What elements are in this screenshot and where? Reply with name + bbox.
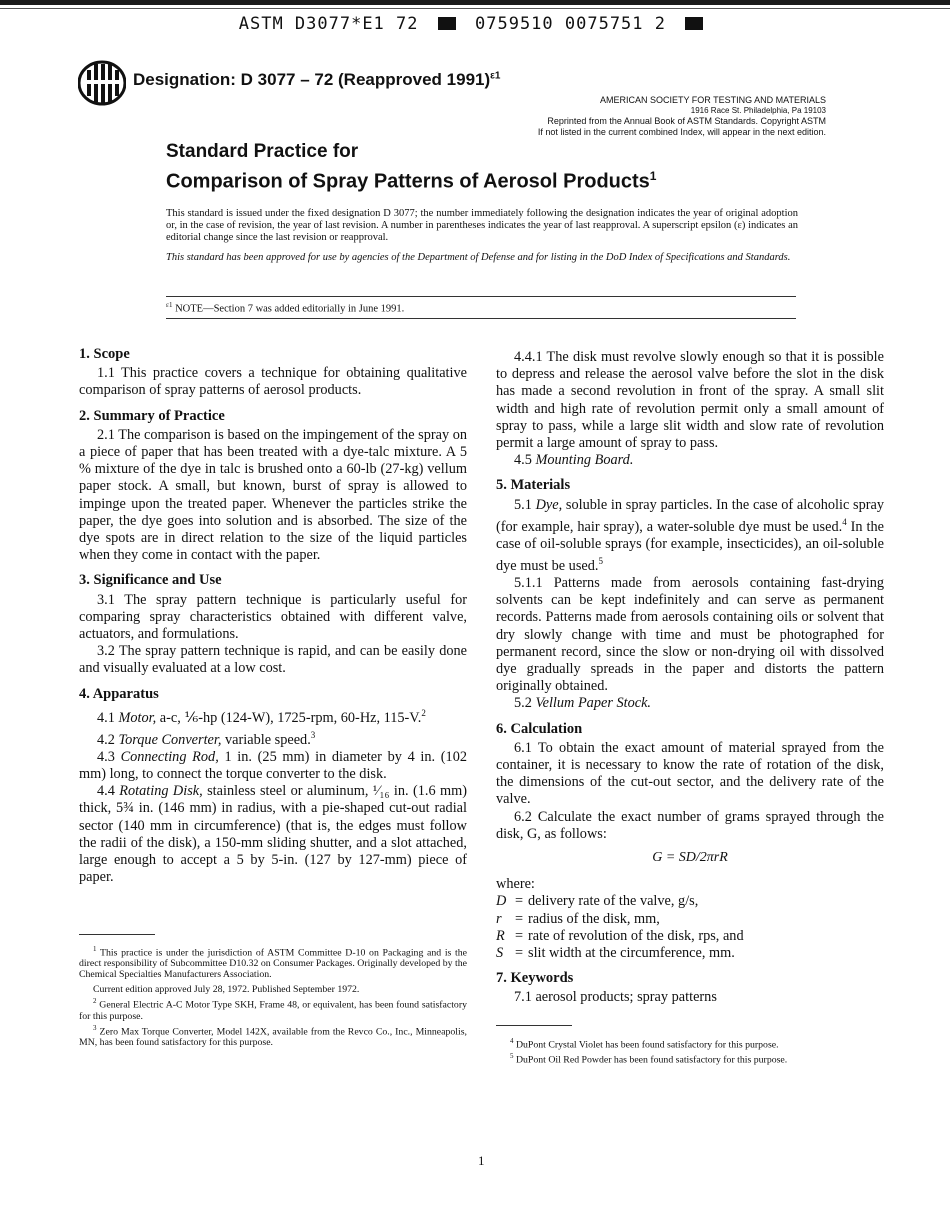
note-rule-bottom <box>166 318 796 319</box>
para-number: 5.2 <box>514 695 536 712</box>
section-3-1: 3.1 The spray pattern technique is particularly useful for comparing spray characteristics obtained with different valve, actuators, and formulations. <box>79 591 467 643</box>
definition-text: delivery rate of the valve, g/s, <box>528 893 699 910</box>
preamble-designation-note: This standard is issued under the fixed designation D 3077; the number immediately following the designation indicates the year of original adoption or, in the case of revision, the year of last revision. A number in parentheses indicates the year of last reapproval. A superscript epsilon (ε) indicates an editorial change since the last revision or reapproval. <box>166 208 798 243</box>
definition-row <box>496 911 884 928</box>
para-number: 4.3 <box>97 748 121 765</box>
para-number: 4.2 <box>97 731 119 748</box>
definition-equals: = <box>514 893 524 910</box>
barcode-right-text: 0759510 0075751 2 <box>475 14 666 34</box>
footnote-marker: 1 <box>93 945 97 953</box>
footnote-marker: 2 <box>93 997 97 1006</box>
definition-symbol: r <box>496 910 502 927</box>
publisher-block <box>538 95 826 137</box>
term: Connecting Rod, <box>120 748 219 765</box>
section-1-1: 1.1 This practice covers a technique for obtaining qualitative comparison of spray patterns of aerosol products. <box>79 365 467 399</box>
top-border-thick <box>0 0 950 5</box>
section-heading-apparatus: 4. Apparatus <box>79 685 159 702</box>
section-5-1-1: 5.1.1 Patterns made from aerosols containing fast-drying solvents can be kept indefinitely and can serve as permanent records. Patterns made from aerosols containing oils or solvent that dry slowly change with time and must be photographed for permanent record, since the slow or non-drying oil with dissolved dye gradually spreads in the paper and distorts the pattern originally obtained. <box>496 574 884 695</box>
left-column <box>79 346 467 886</box>
term: Dye, <box>535 496 563 513</box>
footnote-marker: 5 <box>510 1052 514 1061</box>
definition-symbol: S <box>496 945 504 962</box>
publisher-index-note: If not listed in the current combined Index, will appear in the next edition. <box>537 126 826 137</box>
designation-superscript: ε1 <box>490 70 501 82</box>
preamble-dod-note: This standard has been approved for use by agencies of the Department of Defense and for listing in the DoD Index of Specifications and Standards. <box>166 252 791 263</box>
barcode-left-text: ASTM D3077*E1 72 <box>238 14 419 34</box>
title-superscript: 1 <box>649 169 657 183</box>
right-column <box>496 349 884 1007</box>
definition-equals: = <box>514 945 524 962</box>
publisher-name: AMERICAN SOCIETY FOR TESTING AND MATERIALS <box>599 95 826 105</box>
definition-symbol: R <box>496 927 505 944</box>
section-4-4 <box>79 783 467 886</box>
note-text: NOTE—Section 7 was added editorially in June 1991. <box>172 303 405 315</box>
publisher-reprint: Reprinted from the Annual Book of ASTM Standards. Copyright ASTM <box>547 116 826 126</box>
where-label: where: <box>496 876 535 893</box>
barcode-header <box>0 14 950 34</box>
definition-symbol: D <box>496 893 507 910</box>
footnote-rule-left <box>79 934 155 935</box>
section-4-5 <box>496 452 884 469</box>
definition-text: slit width at the circumference, mm. <box>528 945 735 962</box>
section-4-2 <box>79 727 467 749</box>
footnote-2 <box>79 996 467 1021</box>
definition-equals: = <box>514 927 524 944</box>
footnote-ref: 2 <box>421 707 426 718</box>
section-6-2: 6.2 Calculate the exact number of grams sprayed through the disk, G, as follows: <box>496 808 884 842</box>
section-heading-keywords: 7. Keywords <box>496 970 574 987</box>
para-text: a-c, ⅙-hp (124-W), 1725-rpm, 60-Hz, 115-V. <box>156 709 422 726</box>
editorial-note <box>166 301 404 315</box>
definition-equals: = <box>514 910 524 927</box>
footnotes-right <box>496 1036 884 1067</box>
footnote-5 <box>496 1051 884 1065</box>
footnote-1 <box>79 944 467 980</box>
section-4-3 <box>79 749 467 783</box>
title-line-2: Comparison of Spray Patterns of Aerosol Products <box>166 170 650 193</box>
section-4-1 <box>79 705 467 727</box>
document-title <box>166 140 656 194</box>
footnote-ref: 4 <box>842 516 847 527</box>
section-2-1: 2.1 The comparison is based on the impingement of the spray on a piece of paper that has been treated with a dye-talc mixture. A 5 % mixture of the dye in talc is brushed onto a 60-lb (27-kg) vellum paper stock. A small, but known, burst of spray is allowed to impinge upon the treated paper. Whenever the particles strike the paper, the dye goes into solution and is absorbed. The size of the dye spots are in direct relation to the size of the liquid particles when they come in contact with the paper. <box>79 426 467 564</box>
footnote-ref: 5 <box>598 556 603 566</box>
barcode-block <box>685 17 703 30</box>
footnote-3 <box>79 1023 467 1048</box>
para-text: soluble in spray particles. In the case of alcoholic spray (for example, hair spray), a water-soluble dye must be used. <box>496 496 884 535</box>
para-number: 4.4 <box>97 783 120 800</box>
footnote-text: DuPont Crystal Violet has been found satisfactory for this purpose. <box>515 1039 779 1051</box>
definition-row <box>496 893 884 910</box>
footnotes-left <box>79 944 467 1049</box>
definition-row <box>496 945 884 962</box>
section-heading-calculation: 6. Calculation <box>496 720 583 737</box>
note-prefix: ε1 <box>166 301 173 309</box>
term: Mounting Board. <box>535 452 634 469</box>
astm-logo-icon <box>78 60 126 106</box>
footnote-text: DuPont Oil Red Powder has been found satisfactory for this purpose. <box>515 1054 788 1066</box>
definition-text: radius of the disk, mm, <box>528 910 660 927</box>
title-line-1: Standard Practice for <box>166 141 359 162</box>
top-border-thin <box>0 8 950 9</box>
barcode-block <box>438 17 456 30</box>
term: Rotating Disk, <box>119 783 203 800</box>
section-6-1: 6.1 To obtain the exact amount of material sprayed from the container, it is necessary to know the rate of rotation of the disk, the dimensions of the cut-out sector, and the delivery rate of the valve. <box>496 739 884 808</box>
para-number: 4.1 <box>97 709 119 726</box>
para-text: 1 in. (25 mm) in diameter by 4 in. (102 mm) long, to connect the torque converter to the disk. <box>79 748 467 782</box>
footnote-text: This practice is under the jurisdiction of ASTM Committee D-10 on Packaging and is the direct responsibility of Subcommittee D10.32 on Consumer Packages. Originally developed by the Chemical Specialties Manufacturers Association. <box>79 947 467 981</box>
section-heading-materials: 5. Materials <box>496 477 571 494</box>
section-7-1: 7.1 aerosol products; spray patterns <box>514 989 717 1006</box>
footnote-text: General Electric A-C Motor Type SKH, Frame 48, or equivalent, has been found satisfactory for this purpose. <box>79 999 467 1022</box>
para-number: 5.1 <box>514 496 536 513</box>
equation: G = SD/2πrR <box>652 850 728 866</box>
footnote-marker: 4 <box>510 1037 514 1045</box>
publisher-address: 1916 Race St. Philadelphia, Pa 19103 <box>690 105 826 115</box>
definition-row <box>496 928 884 945</box>
footnote-rule-right <box>496 1025 572 1026</box>
footnote-text: Zero Max Torque Converter, Model 142X, available from the Revco Co., Inc., Minneapolis, MN, has been found satisfactory for this purpose. <box>79 1025 467 1048</box>
preamble <box>166 208 798 272</box>
section-5-2 <box>496 695 884 712</box>
footnote-1-edition: Current edition approved July 28, 1972. Published September 1972. <box>93 984 360 996</box>
section-4-4-1: 4.4.1 The disk must revolve slowly enough so that it is possible to depress and release the aerosol valve before the slot in the disk has made a second revolution in front of the spray. A small slit width and high rate of revolution permit only a small amount of spray to pass, while a large slit width and slow rate of revolution permit a large amount of spray to pass. <box>496 349 884 452</box>
para-text: In the case of oil-soluble sprays (for example, insecticides), an oil-soluble dye must be used. <box>496 518 884 574</box>
term: Torque Converter, <box>118 731 222 748</box>
page-number: 1 <box>478 1153 485 1168</box>
term: Motor, <box>118 709 157 726</box>
note-rule-top <box>166 296 796 297</box>
section-5-1 <box>496 497 884 575</box>
footnote-ref: 3 <box>310 729 316 740</box>
definition-text: rate of revolution of the disk, rps, and <box>528 927 744 944</box>
para-number: 4.5 <box>514 452 536 469</box>
section-heading-summary: 2. Summary of Practice <box>79 407 225 424</box>
designation-text: Designation: D 3077 – 72 (Reapproved 1991) <box>133 70 491 89</box>
para-text: variable speed. <box>221 731 311 748</box>
variable-definitions <box>496 893 884 962</box>
section-heading-significance: 3. Significance and Use <box>79 572 222 589</box>
footnote-marker: 3 <box>93 1023 97 1032</box>
section-heading-scope: 1. Scope <box>79 346 130 362</box>
term: Vellum Paper Stock. <box>535 695 651 712</box>
section-3-2: 3.2 The spray pattern technique is rapid, and can be easily done and visually evaluated at a low cost. <box>79 643 467 677</box>
designation <box>133 70 500 90</box>
para-text: stainless steel or aluminum, ¹⁄₁₆ in. (1.6 mm) thick, 5¾ in. (146 mm) in radius, with a pie-shaped cut-out radial sector (140 mm in circumference) (that is, the edges must follow the radii of the disk), a 150-mm sliding shutter, and a slot attached, large enough to accept a 5 by 5-in. (127 by 127-mm) piece of paper. <box>79 783 467 886</box>
footnote-4 <box>496 1036 884 1050</box>
